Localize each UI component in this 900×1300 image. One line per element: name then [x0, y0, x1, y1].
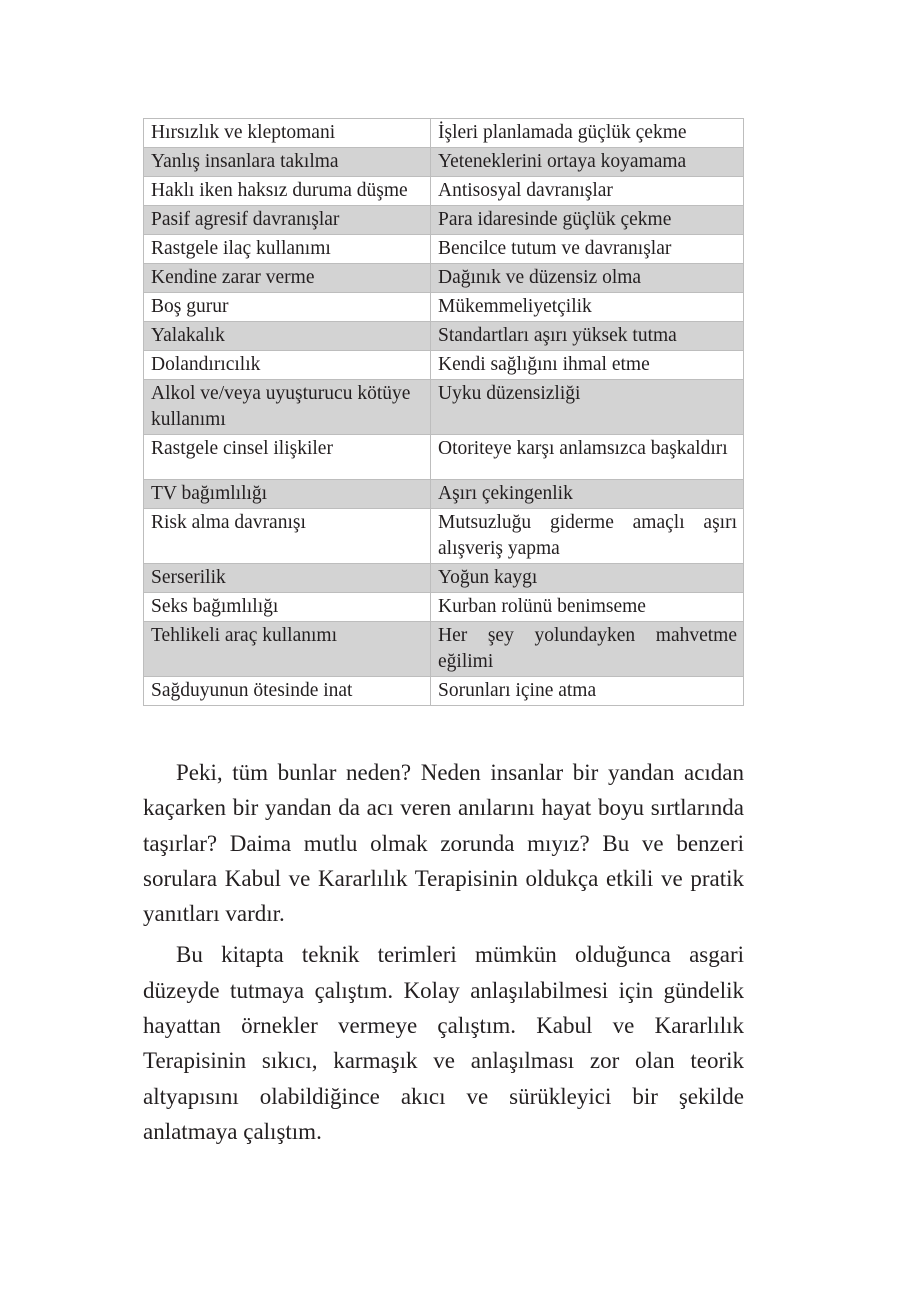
- table-cell-right: Kurban rolünü benimseme: [431, 593, 744, 622]
- table-cell-right: Yeteneklerini ortaya koyamama: [431, 148, 744, 177]
- table-cell-left: Yalakalık: [144, 322, 431, 351]
- table-cell-left: TV bağımlılığı: [144, 480, 431, 509]
- table-cell-right: Bencilce tutum ve davranışlar: [431, 235, 744, 264]
- table-cell-left: Tehlikeli araç kullanımı: [144, 622, 431, 677]
- table-cell-right: Otoriteye karşı anlamsızca başkaldırı: [431, 435, 744, 480]
- table-cell-right: Dağınık ve düzensiz olma: [431, 264, 744, 293]
- table-row: [144, 677, 744, 706]
- table-cell-left: Sağduyunun ötesinde inat: [144, 677, 431, 706]
- paragraph: Bu kitapta teknik terimleri mümkün olduğunca asgari düzeyde tutmaya çalıştım. Kolay anlaşılabilmesi için gündelik hayattan örnekler vermeye çalıştım. Kabul ve Kararlılık Terapisinin sıkıcı, karmaşık ve anlaşılması zor olan teorik altyapısını olabildiğince akıcı ve sürükleyici bir şekilde anlatmaya çalıştım.: [143, 942, 744, 1144]
- table-cell-left: Risk alma davranışı: [144, 509, 431, 564]
- table-row: [144, 622, 744, 677]
- table-cell-right: Uyku düzensizliği: [431, 380, 744, 435]
- table-cell-left: Seks bağımlılığı: [144, 593, 431, 622]
- table-row: [144, 293, 744, 322]
- table-row: [144, 148, 744, 177]
- table-row: [144, 177, 744, 206]
- table-row: [144, 235, 744, 264]
- table-row: [144, 206, 744, 235]
- table-cell-right: Kendi sağlığını ihmal etme: [431, 351, 744, 380]
- table-row: [144, 119, 744, 148]
- table-cell-left: Haklı iken haksız duruma düşme: [144, 177, 431, 206]
- table-cell-right: Para idaresinde güçlük çekme: [431, 206, 744, 235]
- table-cell-left: Kendine zarar verme: [144, 264, 431, 293]
- table-row: [144, 322, 744, 351]
- table-cell-left: Yanlış insanlara takılma: [144, 148, 431, 177]
- behaviors-table: [143, 118, 744, 706]
- body-text: [143, 755, 744, 1155]
- table-row: [144, 435, 744, 480]
- table-row: [144, 564, 744, 593]
- table-cell-left: Boş gurur: [144, 293, 431, 322]
- table-cell-left: Serserilik: [144, 564, 431, 593]
- table-cell-right: Sorunları içine atma: [431, 677, 744, 706]
- table-cell-left: Alkol ve/veya uyuşturucu kötüye kullanımı: [144, 380, 431, 435]
- table-cell-right: Standartları aşırı yüksek tutma: [431, 322, 744, 351]
- table-cell-left: Hırsızlık ve kleptomani: [144, 119, 431, 148]
- table-row: [144, 480, 744, 509]
- table-row: [144, 264, 744, 293]
- table-cell-left: Rastgele cinsel ilişkiler: [144, 435, 431, 480]
- table-cell-right: Antisosyal davranışlar: [431, 177, 744, 206]
- table-row: [144, 593, 744, 622]
- table-cell-right: Her şey yolundayken mahvetme eğilimi: [431, 622, 744, 677]
- paragraph: Peki, tüm bunlar neden? Neden insanlar bir yandan acıdan kaçarken bir yandan da acı veren anılarını hayat boyu sırtlarında taşırlar? Daima mutlu olmak zorunda mıyız? Bu ve benzeri sorulara Kabul ve Kararlılık Terapisinin oldukça etkili ve pratik yanıtları vardır.: [143, 760, 744, 927]
- table-cell-left: Pasif agresif davranışlar: [144, 206, 431, 235]
- table-cell-right: Mutsuzluğu giderme amaçlı aşırı alışveriş yapma: [431, 509, 744, 564]
- table-cell-right: Mükemmeliyetçilik: [431, 293, 744, 322]
- table-cell-right: Yoğun kaygı: [431, 564, 744, 593]
- table-cell-right: Aşırı çekingenlik: [431, 480, 744, 509]
- table-row: [144, 509, 744, 564]
- table-row: [144, 351, 744, 380]
- table-cell-right: İşleri planlamada güçlük çekme: [431, 119, 744, 148]
- table-cell-left: Dolandırıcılık: [144, 351, 431, 380]
- table-cell-left: Rastgele ilaç kullanımı: [144, 235, 431, 264]
- table-row: [144, 380, 744, 435]
